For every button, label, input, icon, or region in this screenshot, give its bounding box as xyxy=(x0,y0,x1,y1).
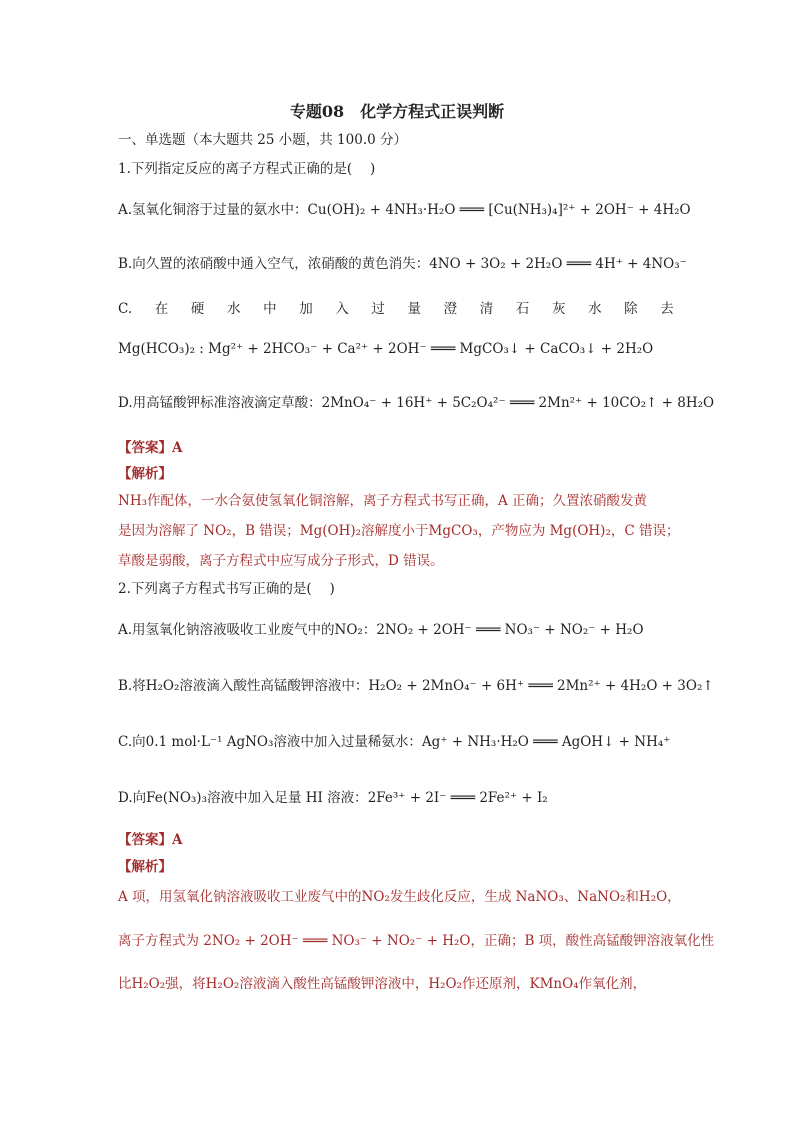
q1-option-c-char: 在 xyxy=(154,301,169,317)
q1-option-c-char: 水 xyxy=(226,301,241,317)
q1-option-c-equation: Mg(HCO₃)₂ : Mg²⁺ + 2HCO₃⁻ + Ca²⁺ + 2OH⁻ ═══ MgCO₃↓ + CaCO₃↓ + 2H₂O xyxy=(118,341,654,357)
q1-option-c-char: 石 xyxy=(515,301,530,317)
q2-option-a-text: A.用氢氧化钠溶液吸收工业废气中的NO₂： xyxy=(118,622,377,638)
q2-option-d-text: D.向Fe(NO₃)₃溶液中加入足量 HI 溶液： xyxy=(118,790,368,806)
q2-option-b-text: B.将H₂O₂溶液滴入酸性高锰酸钾溶液中： xyxy=(118,678,369,694)
question-2-stem: 2.下列离子方程式书写正确的是( ) xyxy=(118,581,335,597)
q1-analysis-line: NH₃作配体，一水合氨使氢氧化铜溶解，离子方程式书写正确，A 正确；久置浓硝酸发黄 xyxy=(118,493,648,509)
q1-answer: 【答案】A xyxy=(118,440,183,456)
q1-option-c-char: 过 xyxy=(371,301,385,317)
q1-analysis-label: 【解析】 xyxy=(118,466,172,482)
q1-option-c-char: 清 xyxy=(479,301,494,317)
q1-option-b-equation: 4NO + 3O₂ + 2H₂O ═══ 4H⁺ + 4NO₃⁻ xyxy=(429,256,687,272)
q1-option-c-line xyxy=(118,300,674,318)
q2-analysis-line: 比H₂O₂强，将H₂O₂溶液滴入酸性高锰酸钾溶液中，H₂O₂作还原剂，KMnO₄作氧化剂， xyxy=(118,976,647,992)
q1-option-c-char: 去 xyxy=(660,301,674,317)
q1-option-c-char: C. xyxy=(118,301,133,317)
q1-option-a xyxy=(118,201,691,219)
q1-option-c-char: 硬 xyxy=(190,301,205,317)
q1-option-a-equation: Cu(OH)₂ + 4NH₃·H₂O ═══ [Cu(NH₃)₄]²⁺ + 2OH⁻ + 4H₂O xyxy=(307,202,691,218)
q1-option-c-char: 除 xyxy=(624,301,638,317)
q2-option-c-text: C.向0.1 mol·L⁻¹ AgNO₃溶液中加入过量稀氨水： xyxy=(118,734,422,750)
question-1-stem: 1.下列指定反应的离子方程式正确的是( ) xyxy=(118,161,376,177)
q1-option-d xyxy=(118,394,714,412)
q2-option-b xyxy=(118,677,714,695)
q1-option-c-char: 水 xyxy=(588,301,602,317)
q1-option-c-char: 灰 xyxy=(551,301,566,317)
q2-option-d-equation: 2Fe³⁺ + 2I⁻ ═══ 2Fe²⁺ + I₂ xyxy=(367,790,548,806)
q2-option-b-equation: H₂O₂ + 2MnO₄⁻ + 6H⁺ ═══ 2Mn²⁺ + 4H₂O + 3O₂↑ xyxy=(368,678,714,694)
q1-option-d-equation: 2MnO₄⁻ + 16H⁺ + 5C₂O₄²⁻ ═══ 2Mn²⁺ + 10CO₂↑ + 8H₂O xyxy=(321,395,715,411)
q1-option-b xyxy=(118,255,687,273)
q2-answer: 【答案】A xyxy=(118,832,183,848)
q1-option-c-char: 中 xyxy=(263,301,277,317)
q2-option-c-equation: Ag⁺ + NH₃·H₂O ═══ AgOH↓ + NH₄⁺ xyxy=(421,734,671,750)
q2-option-c xyxy=(118,733,670,751)
q1-option-c-char: 入 xyxy=(335,301,349,317)
q2-option-d xyxy=(118,789,548,807)
q1-analysis-line: 草酸是弱酸，离子方程式中应写成分子形式，D 错误。 xyxy=(118,553,444,569)
q1-option-c-char: 量 xyxy=(407,301,422,317)
q1-option-c-char: 加 xyxy=(299,301,313,317)
section-heading: 一、单选题（本大题共 25 小题，共 100.0 分） xyxy=(118,132,407,148)
q1-option-d-text: D.用高锰酸钾标准溶液滴定草酸： xyxy=(118,395,322,411)
q2-analysis-label: 【解析】 xyxy=(118,859,172,875)
q2-option-a xyxy=(118,621,644,639)
q1-option-c-char: 澄 xyxy=(443,301,458,317)
q2-option-a-equation: 2NO₂ + 2OH⁻ ═══ NO₃⁻ + NO₂⁻ + H₂O xyxy=(376,622,644,638)
q2-analysis-line: 离子方程式为 2NO₂ + 2OH⁻ ═══ NO₃⁻ + NO₂⁻ + H₂O，正确；B 项，酸性高锰酸钾溶液氧化性 xyxy=(118,933,715,949)
page-title: 专题08 化学方程式正误判断 xyxy=(289,102,505,121)
q2-analysis-line: A 项，用氢氧化钠溶液吸收工业废气中的NO₂发生歧化反应，生成 NaNO₃、NaNO₂和H₂O， xyxy=(118,889,681,905)
q1-option-a-text: A.氢氧化铜溶于过量的氨水中： xyxy=(118,202,308,218)
q1-option-b-text: B.向久置的浓硝酸中通入空气，浓硝酸的黄色消失： xyxy=(118,256,430,272)
q1-analysis-line: 是因为溶解了 NO₂，B 错误；Mg(OH)₂溶解度小于MgCO₃，产物应为 Mg(OH)₂，C 错误； xyxy=(118,523,680,539)
